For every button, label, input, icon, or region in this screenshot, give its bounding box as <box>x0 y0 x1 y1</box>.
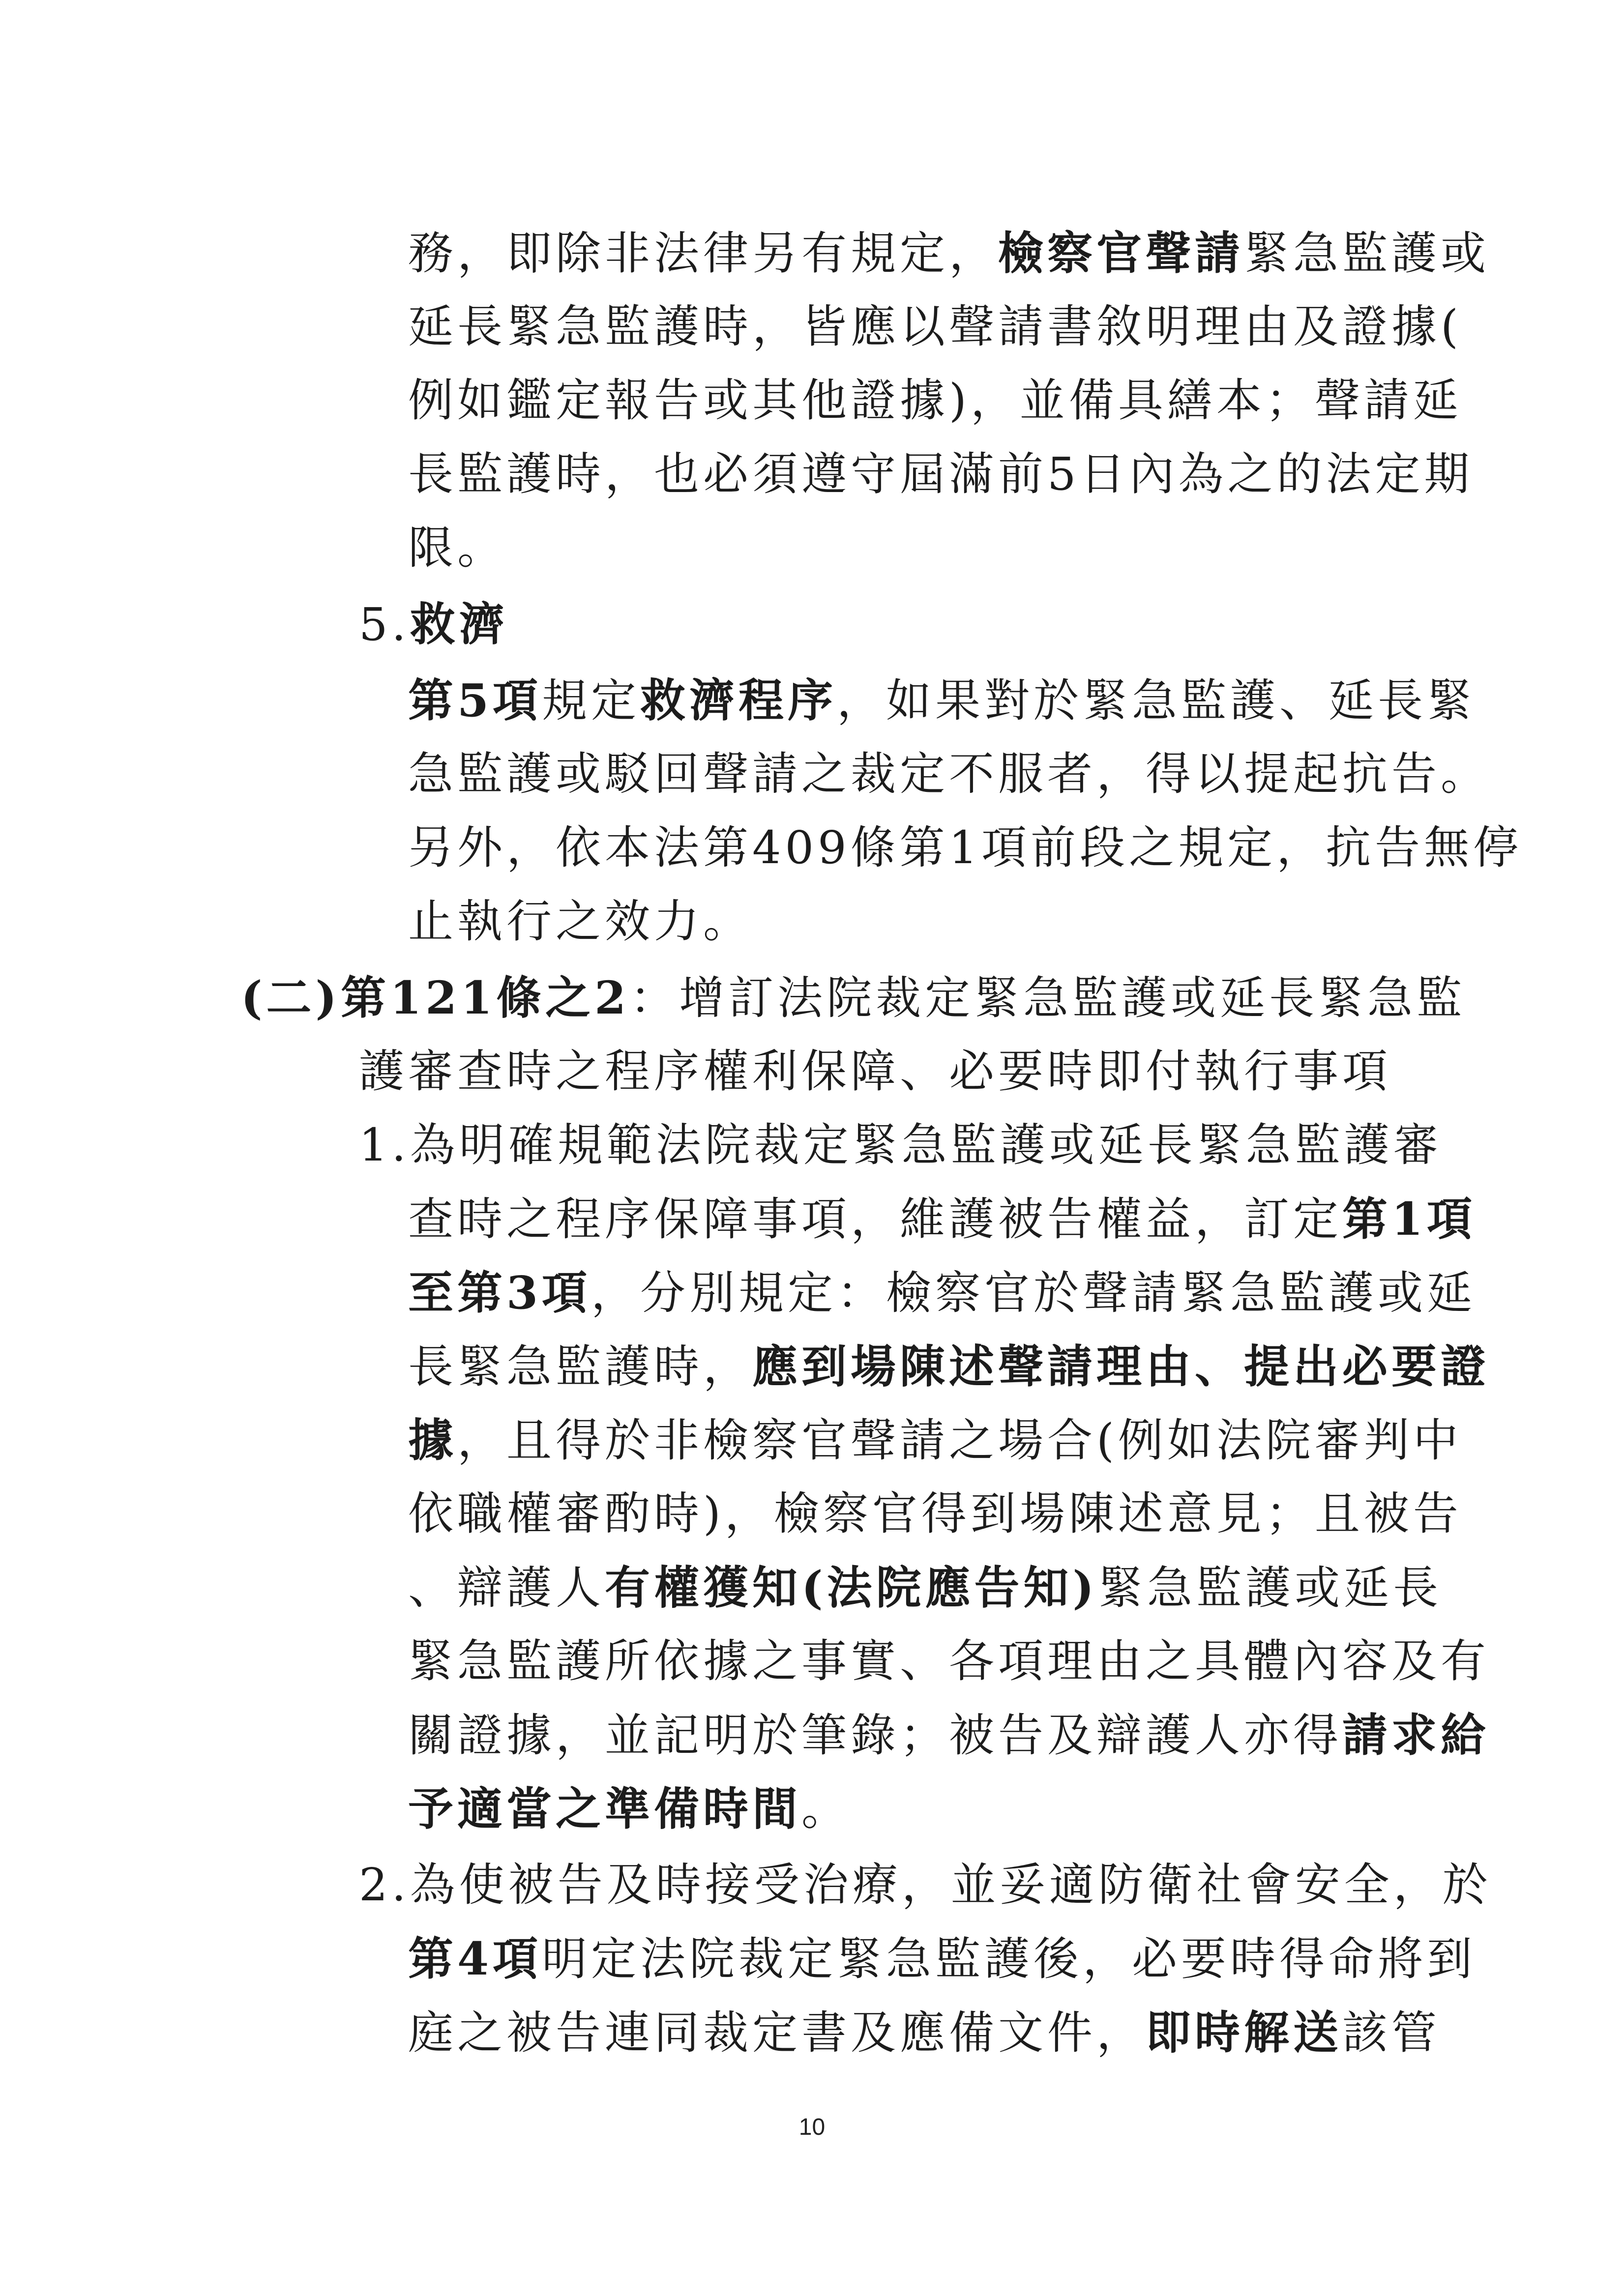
text-line <box>0 216 1624 290</box>
text-line <box>0 1035 1624 1108</box>
bold-text-segment: 請求給 <box>1342 1709 1490 1762</box>
text-line <box>0 1772 1624 1846</box>
bold-text-segment: 予適當之準備時間 <box>408 1782 802 1835</box>
text-segment: 該管 <box>1342 2006 1441 2059</box>
bold-text-segment: 據 <box>408 1414 458 1467</box>
text-segment: 長監護時，也必須遵守屆滿前5日內為之的法定期 <box>408 448 1474 500</box>
text-segment: 延長緊急監護時，皆應以聲請書敘明理由及證據( <box>408 300 1462 353</box>
text-line <box>0 1698 1624 1772</box>
text-line <box>0 1477 1624 1551</box>
text-line <box>0 1403 1624 1477</box>
text-segment: 、辯護人 <box>408 1562 605 1614</box>
text-line <box>0 1182 1624 1256</box>
text-segment: 5. <box>359 598 410 651</box>
bold-text-segment: 有權獲知(法院應告知) <box>605 1561 1098 1614</box>
text-segment: 緊急監護或 <box>1244 227 1490 280</box>
text-segment: 緊急監護所依據之事實、各項理由之具體內容及有 <box>408 1635 1490 1687</box>
text-line <box>0 1848 1624 1922</box>
text-segment: 1.為明確規範法院裁定緊急監護或延長緊急監護審 <box>359 1119 1443 1171</box>
text-segment: 急監護或駁回聲請之裁定不服者，得以提起抗告。 <box>408 748 1490 800</box>
text-line <box>0 885 1624 959</box>
bold-text-segment: 第4項 <box>408 1932 542 1985</box>
text-segment: 限。 <box>408 522 507 574</box>
bold-text-segment: 第121條之2 <box>341 971 630 1024</box>
text-segment: ：增訂法院裁定緊急監護或延長緊急監 <box>630 972 1466 1024</box>
text-segment: 護審查時之程序權利保障、必要時即付執行事項 <box>359 1045 1392 1098</box>
text-line <box>0 364 1624 437</box>
text-line <box>0 1996 1624 2069</box>
text-line <box>0 511 1624 585</box>
text-line <box>0 1922 1624 1996</box>
text-segment: 依職權審酌時)，檢察官得到場陳述意見；且被告 <box>408 1487 1462 1540</box>
text-line <box>0 1108 1624 1182</box>
text-segment: 長緊急監護時， <box>408 1340 753 1393</box>
text-line <box>0 961 1624 1035</box>
bold-text-segment: 檢察官聲請 <box>998 227 1244 280</box>
text-segment: ，如果對於緊急監護、延長緊 <box>837 674 1476 727</box>
bold-text-segment: 至第3項 <box>408 1266 591 1319</box>
text-segment: ，且得於非檢察官聲請之場合(例如法院審判中 <box>457 1414 1462 1467</box>
text-segment: 另外，依本法第409條第1項前段之規定，抗告無停 <box>408 821 1523 874</box>
text-segment: 庭之被告連同裁定書及應備文件， <box>408 2006 1146 2059</box>
text-line <box>0 587 1624 661</box>
bold-text-segment: 第1項 <box>1342 1192 1476 1246</box>
text-line <box>0 1330 1624 1403</box>
text-line <box>0 1625 1624 1698</box>
bold-text-segment: (二) <box>241 971 341 1024</box>
text-line <box>0 737 1624 811</box>
text-segment: 緊急監護或延長 <box>1098 1562 1443 1614</box>
text-segment: 務，即除非法律另有規定， <box>408 227 999 280</box>
text-segment: 。 <box>801 1783 851 1835</box>
text-line <box>0 811 1624 885</box>
text-line <box>0 1256 1624 1330</box>
text-segment: 查時之程序保障事項，維護被告權益，訂定 <box>408 1193 1343 1246</box>
bold-text-segment: 救濟 <box>410 598 508 651</box>
page-number: 10 <box>798 2114 826 2140</box>
text-segment: ，分別規定：檢察官於聲請緊急監護或延 <box>591 1267 1476 1319</box>
text-segment: 止執行之效力。 <box>408 895 753 948</box>
text-segment: 規定 <box>542 674 641 727</box>
text-line <box>0 437 1624 511</box>
text-line <box>0 664 1624 737</box>
text-segment: 明定法院裁定緊急監護後，必要時得命將到 <box>542 1933 1476 1985</box>
bold-text-segment: 第5項 <box>408 674 542 727</box>
text-line <box>0 290 1624 364</box>
text-segment: 例如鑑定報告或其他證據)，並備具繕本；聲請延 <box>408 374 1462 427</box>
text-line <box>0 1551 1624 1625</box>
bold-text-segment: 救濟程序 <box>640 674 837 727</box>
text-segment: 2.為使被告及時接受治療，並妥適防衛社會安全，於 <box>359 1859 1492 1911</box>
bold-text-segment: 應到場陳述聲請理由、提出必要證 <box>752 1340 1490 1393</box>
bold-text-segment: 即時解送 <box>1146 2006 1343 2059</box>
text-segment: 關證據，並記明於筆錄；被告及辯護人亦得 <box>408 1709 1343 1762</box>
